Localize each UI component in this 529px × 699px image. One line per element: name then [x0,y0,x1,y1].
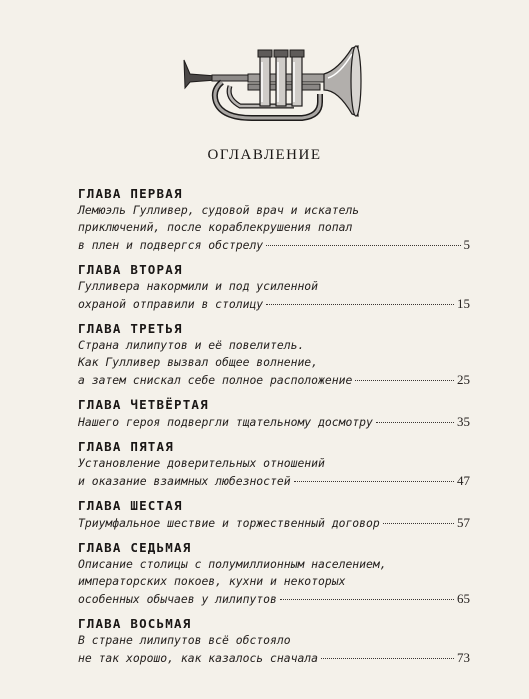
description-last-line [78,295,470,313]
description-last-line [78,236,470,254]
page-number: 35 [457,414,470,429]
toc-entry[interactable] [78,498,470,532]
description-last-line [78,472,470,490]
dot-leader [266,245,460,246]
chapter-heading: ГЛАВА ПЕРВАЯ [78,186,183,201]
description-line: В стране лилипутов всё обстояло [78,633,291,647]
chapter-description [78,632,470,667]
chapter-heading: ГЛАВА ВТОРАЯ [78,262,183,277]
dot-leader [383,523,454,524]
chapter-description [78,455,470,490]
chapter-heading: ГЛАВА ЧЕТВЁРТАЯ [78,397,209,412]
description-last-line [78,590,470,608]
description-last-line [78,413,470,431]
toc-entry[interactable] [78,321,470,389]
description-last-line [78,514,470,532]
description-line: и оказание взаимных любезностей [78,474,291,488]
chapter-description [78,514,470,532]
description-line: императорских покоев, кухни и некоторых [78,574,346,588]
description-line: Нашего героя подвергли тщательному досмотру [78,415,373,429]
toc-entry[interactable] [78,397,470,431]
dot-leader [355,380,454,381]
toc-entry[interactable] [78,186,470,254]
page-number: 57 [457,515,470,530]
page-number: 25 [457,372,470,387]
page-number: 73 [457,650,470,665]
chapter-heading: ГЛАВА ТРЕТЬЯ [78,321,183,336]
dot-leader [376,422,454,423]
toc-list [78,186,470,675]
description-line: а затем снискал себе полное расположение [78,373,353,387]
description-line: Установление доверительных отношений [78,456,325,470]
page-number: 5 [463,237,470,252]
chapter-description [78,413,470,431]
description-last-line [78,649,470,667]
description-line: Описание столицы с полумиллионным населением, [78,557,387,571]
chapter-heading: ГЛАВА СЕДЬМАЯ [78,540,192,555]
description-line: Триумфальное шествие и торжественный договор [78,516,380,530]
toc-entry[interactable] [78,262,470,313]
description-line: Страна лилипутов и её повелитель. [78,338,305,352]
dot-leader [280,599,454,600]
trumpet-illustration [182,42,364,132]
chapter-description [78,337,470,389]
toc-entry[interactable] [78,540,470,608]
toc-entry[interactable] [78,616,470,667]
description-line: особенных обычаев у лилипутов [78,592,277,606]
description-line: не так хорошо, как казалось сначала [78,651,319,665]
description-line: охраной отправили в столицу [78,297,264,311]
chapter-description [78,556,470,608]
description-line: Как Гулливер вызвал общее волнение, [78,355,319,369]
page-number: 47 [457,473,470,488]
page-number: 65 [457,591,470,606]
chapter-heading: ГЛАВА ПЯТАЯ [78,439,174,454]
description-line: Лемюэль Гулливер, судовой врач и искатель [78,203,360,217]
dot-leader [266,304,454,305]
toc-title: оглавление [207,140,322,164]
description-last-line [78,371,470,389]
toc-entry[interactable] [78,439,470,490]
chapter-description [78,202,470,254]
description-line: в плен и подвергся обстрелу [78,238,264,252]
chapter-description [78,278,470,313]
description-line: Гулливера накормили и под усиленной [78,279,319,293]
dot-leader [321,658,454,659]
chapter-heading: ГЛАВА ВОСЬМАЯ [78,616,192,631]
chapter-heading: ГЛАВА ШЕСТАЯ [78,498,183,513]
description-line: приключений, после кораблекрушения попал [78,220,353,234]
page-number: 15 [457,296,470,311]
dot-leader [294,481,454,482]
